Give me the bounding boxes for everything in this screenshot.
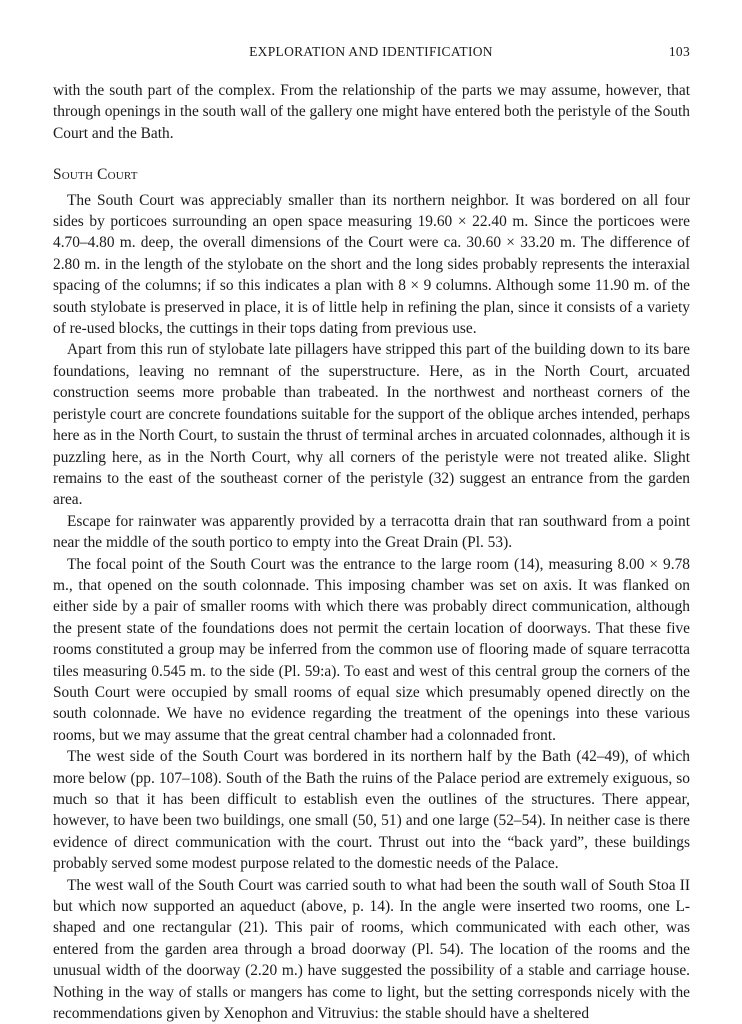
paragraph: Escape for rainwater was apparently provided by a terracotta drain that ran southward from a point near the middle of the south portico to empty into the Great Drain (Pl. 53).: [53, 512, 690, 552]
paragraph: Apart from this run of stylobate late pillagers have stripped this part of the building down to its bare foundations, leaving no remnant of the superstructure. Here, as in the North Court, arcuated construction seems more probable than trabeated. In the northwest and northeast corners of the peristyle court are concrete foundations suitable for the support of the oblique arches intended, perhaps here as in the North Court, to sustain the thrust of terminal arches in arcuated colonnades, although it is puzzling here, as in the North Court, why all corners of the peristyle were not treated alike. Slight remains to the east of the southeast corner of the peristyle (32) suggest an entrance from the garden area.: [53, 341, 690, 509]
paragraph: The South Court was appreciably smaller than its northern neighbor. It was bordered on all four sides by porticoes surrounding an open space measuring 19.60 × 22.40 m. Since the porticoes were 4.70–4.80 m. deep, the overall dimensions of the Court were ca. 30.60 × 33.20 m. The difference of 2.80 m. in the length of the stylobate on the short and the long sides probably represents the interaxial spacing of the columns; if so this indicates a plan with 8 × 9 columns. Although some 11.90 m. of the south stylobate is preserved in place, it is of little help in refining the plan, since it consists of a variety of re-used blocks, the cuttings in their tops dating from previous use.: [53, 191, 690, 338]
running-head-title: EXPLORATION AND IDENTIFICATION: [249, 44, 493, 59]
paragraph: The focal point of the South Court was the entrance to the large room (14), measuring 8.00 × 9.78 m., that opened on the south colonnade. This imposing chamber was set on axis. It was flanked on either side by a pair of smaller rooms with which there was probably direct communication, although the present state of the foundations does not permit the certain location of doorways. That these five rooms constituted a group may be inferred from the common use of flooring made of square terracotta tiles measuring 0.545 m. to the side (Pl. 59:a). To east and west of this central group the corners of the South Court were occupied by small rooms of equal size which presumably opened directly on the south colonnade. We have no evidence regarding the treatment of the openings into these various rooms, but we may assume that the great central chamber had a colonnaded front.: [53, 555, 690, 744]
paragraph: The west wall of the South Court was carried south to what had been the south wall of South Stoa II but which now supported an aqueduct (above, p. 14). In the angle were inserted two rooms, one L-shaped and one rectangular (21). This pair of rooms, which communicated with each other, was entered from the garden area through a broad doorway (Pl. 54). The location of the rooms and the unusual width of the doorway (2.20 m.) have suggested the possibility of a stable and carriage house. Nothing in the way of stalls or mangers has come to light, but the setting corresponds nicely with the recommendations given by Xenophon and Vitruvius: the stable should have a sheltered: [53, 876, 690, 1023]
page-number: 103: [668, 44, 690, 59]
body-text: [53, 80, 690, 1024]
paragraph-continuation: with the south part of the complex. From the relationship of the parts we may assume, however, that through openings in the south wall of the gallery one might have entered both the peristyle of the South Court and the Bath.: [53, 82, 690, 142]
paragraph: The west side of the South Court was bordered in its northern half by the Bath (42–49), of which more below (pp. 107–108). South of the Bath the ruins of the Palace period are extremely exiguous, so much so that it has been difficult to establish even the outlines of the structures. There appear, however, to have been two buildings, one small (50, 51) and one large (52–54). In neither case is there evidence of direct communication with the court. Thrust out into the “back yard”, these buildings probably served some modest purpose related to the domestic needs of the Palace.: [53, 748, 690, 873]
section-heading: South Court: [53, 166, 138, 184]
running-head: [52, 44, 690, 64]
